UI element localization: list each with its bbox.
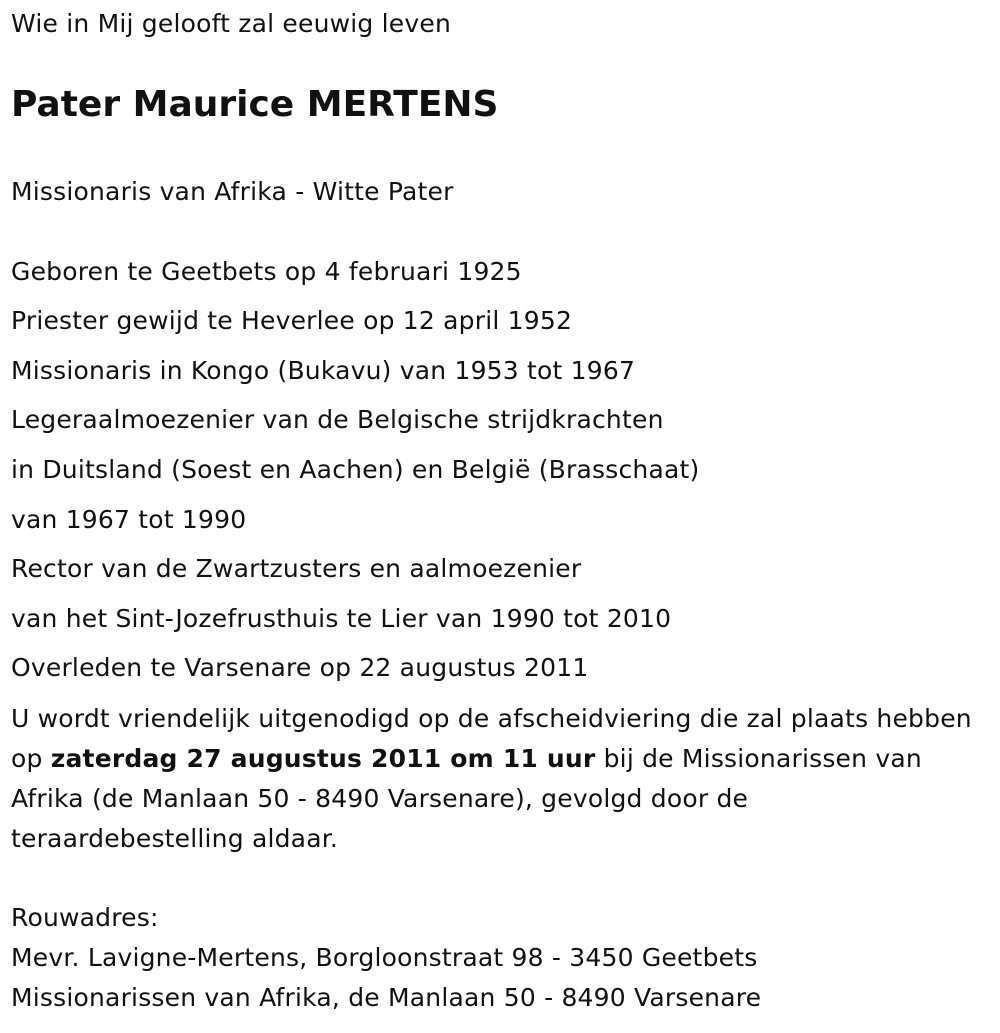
life-event: Geboren te Geetbets op 4 februari 1925 (11, 257, 522, 286)
life-event: Legeraalmoezenier van de Belgische strijdkrachten (11, 405, 664, 434)
life-event: Missionaris in Kongo (Bukavu) van 1953 tot 1967 (11, 356, 636, 385)
life-event: Rector van de Zwartzusters en aalmoezenier (11, 554, 582, 583)
ceremony-datetime: zaterdag 27 augustus 2011 om 11 uur (50, 744, 596, 773)
invitation-text-after: bij de Missionarissen van Afrika (de Manlaan 50 - 8490 Varsenare), gevolgd door de teraardebestelling aldaar. (11, 744, 922, 853)
life-event: in Duitsland (Soest en Aachen) en België (Brasschaat) (11, 455, 700, 484)
subtitle: Missionaris van Afrika - Witte Pater (11, 177, 454, 206)
invitation-paragraph (11, 699, 986, 859)
invitation-text-before: U wordt vriendelijk uitgenodigd op de afscheidviering die zal plaats hebben op (11, 704, 972, 773)
life-event: van het Sint-Jozefrusthuis te Lier van 1990 tot 2010 (11, 604, 672, 633)
motto: Wie in Mij gelooft zal eeuwig leven (11, 9, 451, 38)
address-line: Mevr. Lavigne-Mertens, Borgloonstraat 98 - 3450 Geetbets (11, 943, 758, 972)
deceased-name: Pater Maurice MERTENS (11, 84, 499, 125)
life-event: Overleden te Varsenare op 22 augustus 2011 (11, 653, 589, 682)
life-event: van 1967 tot 1990 (11, 505, 247, 534)
life-event: Priester gewijd te Heverlee op 12 april 1952 (11, 306, 573, 335)
address-label: Rouwadres: (11, 903, 159, 932)
address-line: Missionarissen van Afrika, de Manlaan 50 - 8490 Varsenare (11, 983, 762, 1012)
